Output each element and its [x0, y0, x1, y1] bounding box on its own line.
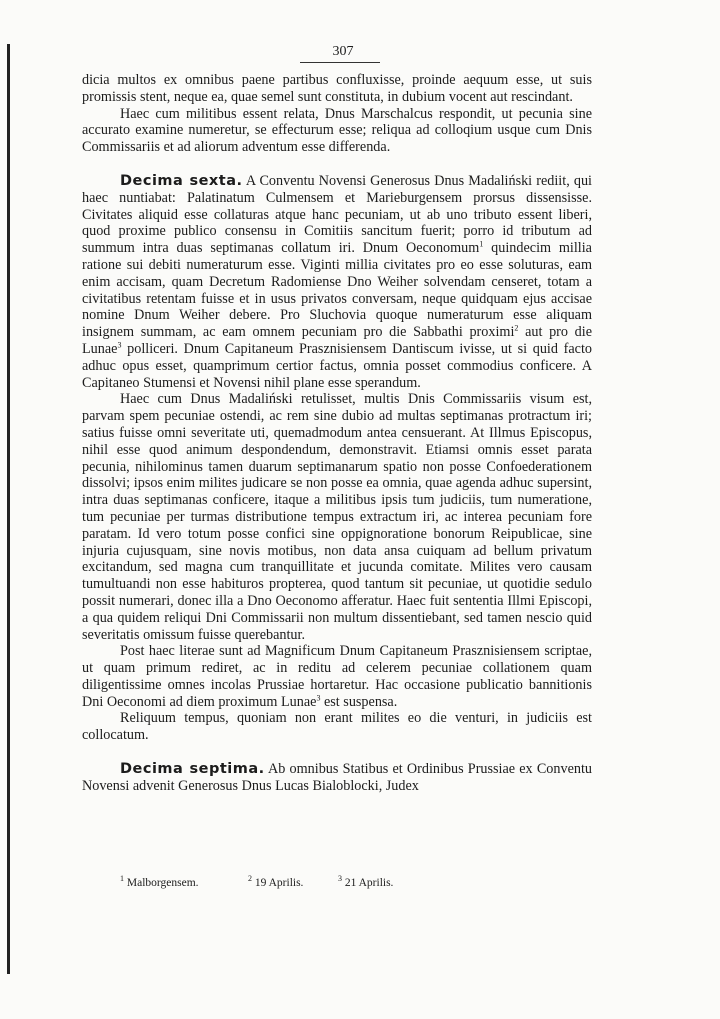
footnote-mark: 3	[338, 874, 342, 884]
footnote-mark: 2	[248, 874, 252, 884]
paragraph: Haec cum militibus essent relata, Dnus Marschalcus respondit, ut pecunia sine accurato examine numeretur, se effecturum esse; reliqua ad colloqium usque cum Dnis Commissariis et ad aliorum adventum esse differenda.	[82, 105, 592, 156]
footnote-mark: 1	[120, 874, 124, 884]
footnote-text: Malborgensem.	[126, 877, 199, 889]
footnote-ref: 3	[117, 340, 122, 350]
footnote-text: 21 Aprilis.	[344, 877, 394, 889]
page-edge-shadow	[7, 44, 10, 974]
paragraph: Haec cum Dnus Madaliński retulisset, multis Dnis Commissariis visum est, parvam spem pecuniae ostendi, ac rem sine dubio ad multas septimanas protractum iri; satius fuisse omni severitate uti, quemadmodum antea censuerant. At Illmus Episcopus, nihil esse quod animum despondendum, demonstravit. Etiamsi omnis esset parata pecunia, nihilominus tamen duarum septimanarum spatio non posse Confoederationem dissolvi; ipsos enim milites judicare se non posse ea omnia, quae agenda adhuc supersint, intra duas septimanas conficere, itaque a militibus ipsis tum judiciis, tum numeratione, tum pecuniae per turmas distributione tempus extractum iri, ac interea pecuniam fore paratam. Id vero totum posse confici sine oppignoratione bonorum Reipublicae, sine injuria cujusquam, sine novis motibus, non data ansa cuiquam ad bellum privatum excitandum, sed magna cum tranquillitate et jucunda comitate. Milites vero causam tumultuandi non esse habituros propterea, quod tantum sit pecuniae, ut quotidie sedulo possit numerari, donec illa a Dno Oeconomo afferatur. Haec fuit sententia Illmi Episcopi, a qua quidem reliqui Dni Commissarii non multum dissentiebant, sed tamen nescio quid severitatis omissum fuisse querebantur.	[82, 391, 592, 643]
section-paragraph	[82, 173, 592, 391]
footnote-ref: 1	[479, 239, 484, 249]
footnotes	[0, 874, 720, 895]
paragraph: Reliquum tempus, quoniam non erant milites eo die venturi, in judiciis est collocatum.	[82, 710, 592, 744]
footnote-ref: 2	[514, 323, 519, 333]
section-heading: Decima septima.	[120, 761, 265, 778]
paragraph: dicia multos ex omnibus paene partibus confluxisse, proinde aequum esse, ut suis promissis stent, neque ea, quae semel sunt constituta, in dubium vocent aut rescindant.	[82, 72, 592, 105]
page-number-rule	[300, 62, 380, 63]
footnote	[248, 874, 304, 889]
footnote-ref: 3	[316, 692, 321, 702]
page-number: 307	[332, 44, 354, 59]
paragraph	[82, 643, 592, 710]
footnote	[338, 874, 394, 889]
footnote	[120, 874, 199, 889]
paragraph-text: quindecim millia ratione sui debiti numeraturum esse. Viginti millia civitates pro eo esse soluturas, eam enim accisam, quam Decretum Radomiense Dno Weiher solvendam censeret, totam a civitatibus retentam fuisse et in usus privatos conversam, neque quidquam ejus accisae nomine Dnum Weiher debere. Pro Sluchovia quoque numeraturum esse aliquam insignem summam, ac eam omnem pecuniam pro die Sabbathi proximi	[82, 240, 592, 341]
section-heading: Decima sexta.	[120, 172, 243, 189]
paragraph-text: est suspensa.	[320, 693, 398, 710]
footnote-text: 19 Aprilis.	[254, 877, 304, 889]
paragraph-text: aut pro die Lunae	[82, 324, 592, 357]
paragraph-text: A Conventu Novensi Generosus Dnus Madaliński rediit, qui haec nuntiabat: Palatinatum Culmensem et Marieburgensem prorsus dissensisse. Civitates aliquid esse collaturas atque hanc pecuniam, ut ab uno tributo essent liberi, quod proxime publico consensu in Comitiis sancitum fuerit; porro id tributum ad summum intra duas septimanas collatum iri. Dnum Oeconomum	[82, 172, 593, 257]
section-paragraph	[82, 761, 592, 795]
paragraph-text: Ab omnibus Statibus et Ordinibus Prussiae ex Conventu Novensi advenit Generosus Dnus Lucas Bialoblocki, Judex	[82, 761, 592, 794]
body-text	[82, 72, 592, 795]
paragraph-text: polliceri. Dnum Capitaneum Prasznisiensem Dantiscum ivisse, ut si quid facto adhuc opus esset, quamprimum certior factus, omnia posset commodius conficere. A Capitaneo Stumensi et Novensi nihil plane esse sperandum.	[82, 340, 592, 391]
paragraph-text: Post haec literae sunt ad Magnificum Dnum Capitaneum Prasznisiensem scriptae, ut quam primum rediret, ac in reditu ad celerem pecuniae collationem quam diligentissime omnes incolas Prussiae hortaretur. Hac occasione publicatio bannitionis Dni Oeconomi ad diem proximum Lunae	[82, 643, 592, 710]
